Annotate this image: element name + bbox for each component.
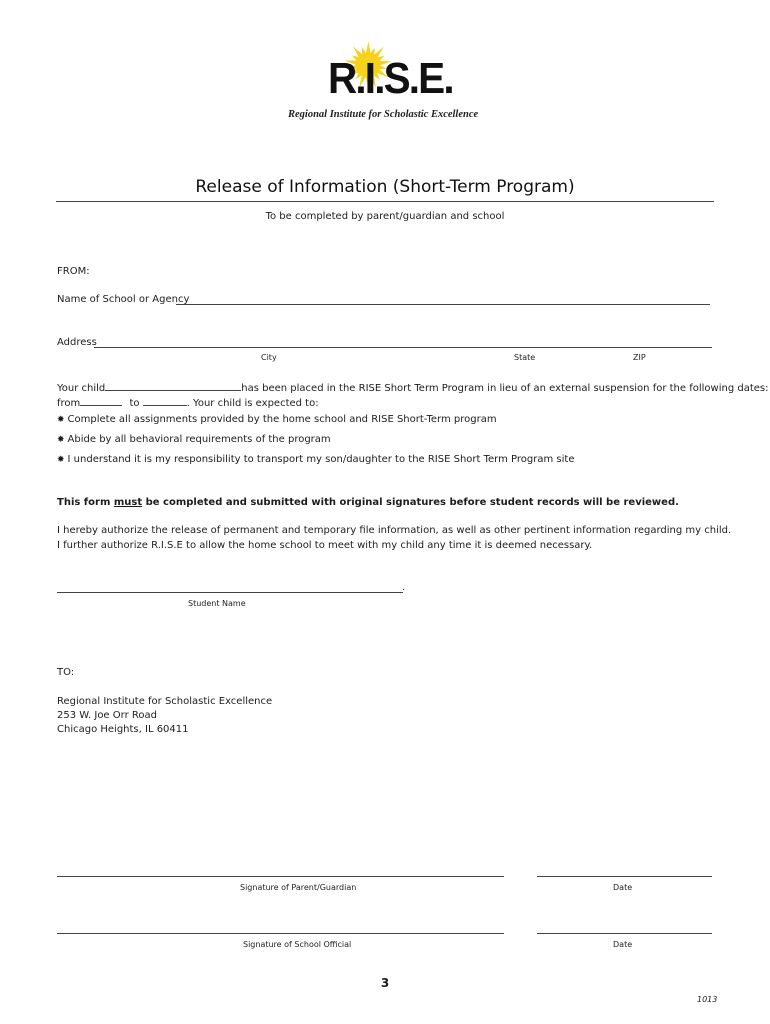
official-date-field[interactable] <box>537 933 712 934</box>
student-name-field[interactable] <box>57 592 403 593</box>
from-heading: FROM: <box>57 266 90 277</box>
child-name-field[interactable] <box>105 379 241 391</box>
form-code: 1013 <box>697 995 718 1004</box>
authorization-line-1: I hereby authorize the release of permanent and temporary file information, as well as other pertinent information regarding my child. <box>57 525 732 536</box>
page-number: 3 <box>380 976 390 990</box>
to-address-line: Chicago Heights, IL 60411 <box>57 724 189 735</box>
parent-signature-label: Signature of Parent/Guardian <box>240 883 357 892</box>
parent-signature-field[interactable] <box>57 876 504 877</box>
student-name-label: Student Name <box>188 599 246 608</box>
to-address-line: 253 W. Joe Orr Road <box>57 710 157 721</box>
student-name-dot: . <box>402 582 406 593</box>
to-address-line: Regional Institute for Scholastic Excellence <box>57 696 273 707</box>
rise-logo <box>0 0 770 130</box>
bullet-item: ✸ I understand it is my responsibility to transport my son/daughter to the RISE Short Term Program site <box>57 454 575 465</box>
placement-prefix: Your child <box>57 383 106 394</box>
address-field[interactable] <box>94 347 712 348</box>
state-label: State <box>514 353 536 362</box>
school-label: Name of School or Agency <box>57 294 190 305</box>
to-heading: TO: <box>57 667 75 678</box>
expected-text: . Your child is expected to: <box>186 398 319 409</box>
authorization-line-2: I further authorize R.I.S.E to allow the home school to meet with my child any time it is deemed necessary. <box>57 540 593 551</box>
school-field[interactable] <box>176 304 710 305</box>
official-signature-field[interactable] <box>57 933 504 934</box>
parent-date-label: Date <box>613 883 633 892</box>
from-date-label: from <box>57 398 81 409</box>
parent-date-field[interactable] <box>537 876 712 877</box>
asterisk-bullet-icon: ✸ <box>57 455 65 465</box>
address-label: Address <box>57 337 97 348</box>
logo-tagline: Regional Institute for Scholastic Excellence <box>288 109 479 120</box>
asterisk-bullet-icon: ✸ <box>57 435 65 445</box>
logo-wordmark: R.I.S.E. <box>328 54 453 103</box>
to-date-field[interactable] <box>143 394 187 406</box>
official-signature-label: Signature of School Official <box>243 940 352 949</box>
sun-ray <box>366 41 371 54</box>
zip-label: ZIP <box>633 353 646 362</box>
from-date-field[interactable] <box>80 394 122 406</box>
official-date-label: Date <box>613 940 633 949</box>
city-label: City <box>261 353 277 362</box>
bullet-item: ✸ Abide by all behavioral requirements of the program <box>57 434 331 445</box>
submission-notice: This form must be completed and submitted with original signatures before student records will be reviewed. <box>57 497 679 508</box>
form-subtitle: To be completed by parent/guardian and school <box>265 211 505 222</box>
form-title: Release of Information (Short-Term Program) <box>195 177 575 197</box>
title-divider <box>56 201 714 202</box>
to-date-label: to <box>129 398 140 409</box>
placement-line-1 <box>57 379 768 394</box>
asterisk-bullet-icon: ✸ <box>57 415 65 425</box>
placement-suffix: has been placed in the RISE Short Term Program in lieu of an external suspension for the following dates: <box>241 383 769 394</box>
notice-emphasis: must <box>113 497 143 508</box>
bullet-item: ✸ Complete all assignments provided by the home school and RISE Short-Term program <box>57 414 497 425</box>
placement-line-2 <box>57 394 319 409</box>
